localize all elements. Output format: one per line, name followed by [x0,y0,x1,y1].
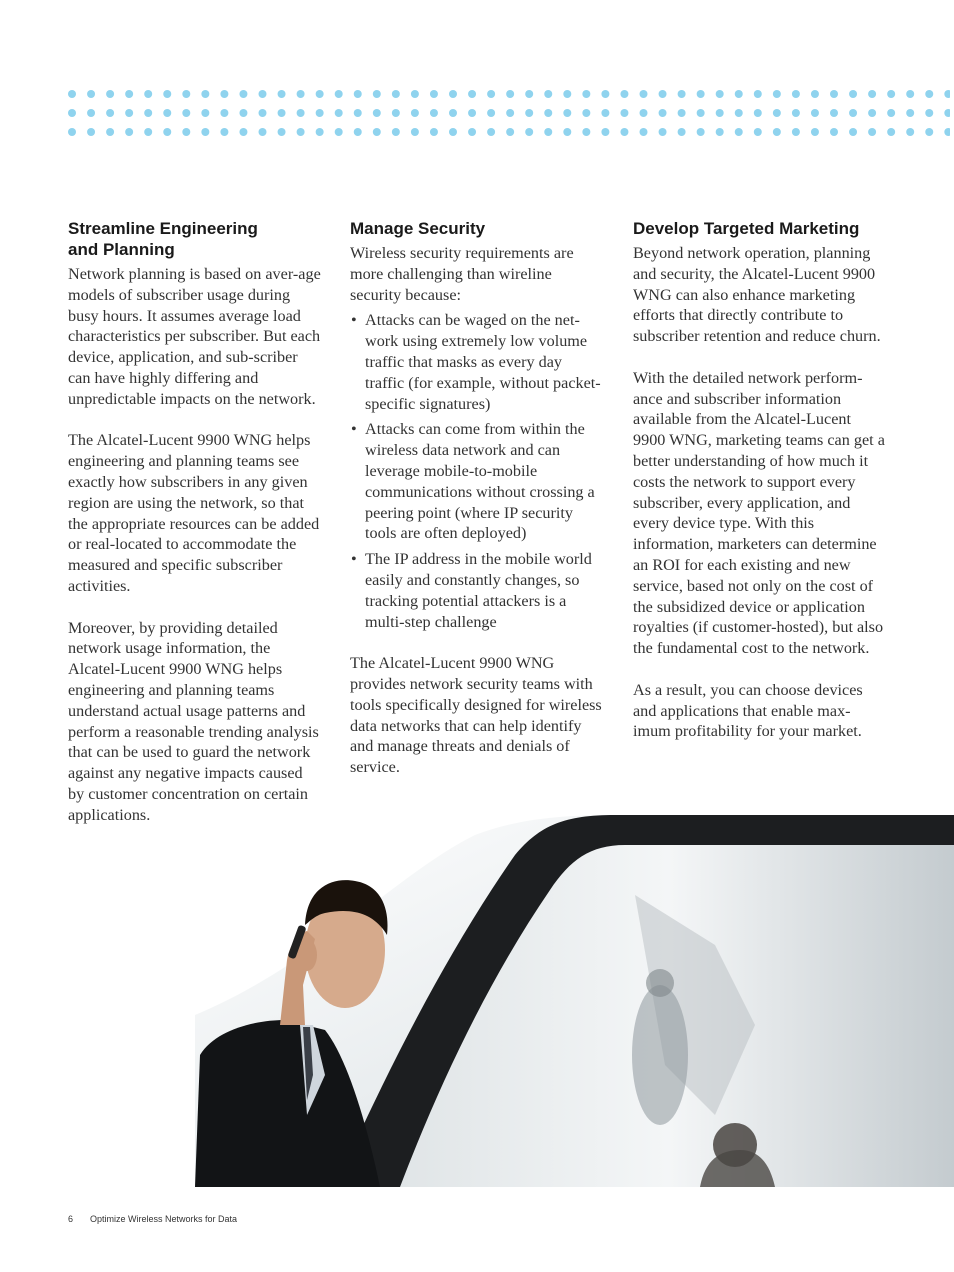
page-footer [68,1214,237,1224]
decorative-dot [601,128,609,136]
decorative-dot [354,128,362,136]
decorative-dot [544,128,552,136]
decorative-dot [163,90,171,98]
decorative-dot [640,90,648,98]
decorative-dot [925,128,933,136]
security-bullet-list [350,310,604,632]
decorative-dot [792,109,800,117]
decorative-dot [678,109,686,117]
decorative-dot [887,128,895,136]
page-number: 6 [68,1214,74,1224]
decorative-dot [754,128,762,136]
decorative-dot [582,109,590,117]
decorative-dot [468,90,476,98]
decorative-dot [906,128,914,136]
decorative-dot [239,90,247,98]
decorative-dot [944,109,950,117]
photo-businessman-escalator [195,815,954,1187]
decorative-dot [163,128,171,136]
decorative-dot [468,109,476,117]
decorative-dot [106,90,114,98]
decorative-dot [563,128,571,136]
paragraph: Network planning is based on aver-age models of subscriber usage during busy hours. It assumes average load characteristics per subscriber. But each device, application, and sub-scriber can have highly differing and unpredictable impacts on the network. [68,265,321,408]
decorative-dot [201,109,209,117]
decorative-dot [487,128,495,136]
decorative-dot [278,90,286,98]
paragraph: The Alcatel-Lucent 9900 WNG helps engineering and planning teams see exactly how subscribers in any given region are using the network, so that the appropriate resources can be added or real-located to accommodate the measured and specific subscriber activities. [68,431,320,595]
paragraph: Wireless security requirements are more challenging than wireline security because: [350,244,574,304]
decorative-dot [125,128,133,136]
decorative-dot [354,90,362,98]
decorative-dot [601,90,609,98]
decorative-dot [106,128,114,136]
decorative-dot [868,90,876,98]
decorative-dot [716,109,724,117]
decorative-dot [297,109,305,117]
decorative-dot [316,109,324,117]
decorative-dot [468,128,476,136]
decorative-dot [487,90,495,98]
decorative-dot [278,109,286,117]
decorative-dot [582,90,590,98]
decorative-dot [220,128,228,136]
decorative-dot [544,109,552,117]
decorative-dot [87,128,95,136]
decorative-dot [735,90,743,98]
heading-develop-targeted-marketing: Develop Targeted Marketing [633,219,860,238]
paragraph: The Alcatel-Lucent 9900 WNG provides network security teams with tools specifically designed for wireless data networks that can help identify and manage threats and denials of service. [350,654,602,777]
decorative-dot [525,90,533,98]
decorative-dot [182,109,190,117]
decorative-dot [735,109,743,117]
decorative-dot [87,109,95,117]
decorative-dot [792,128,800,136]
decorative-dot [373,128,381,136]
decorative-dot [944,90,950,98]
decorative-dot [430,109,438,117]
paragraph: Beyond network operation, planning and security, the Alcatel-Lucent 9900 WNG can also enhance marketing efforts that directly contribute to subscriber retention and reduce churn. [633,244,881,346]
decorative-dot [868,128,876,136]
list-item: • Attacks can come from within the wireless data network and can leverage mobile-to-mobile communications without crossing a peering point (where IP security tools are often deployed) [350,419,604,544]
decorative-dot [544,90,552,98]
decorative-dot [887,90,895,98]
decorative-dot [697,90,705,98]
column-engineering-planning [68,218,322,846]
decorative-dot [563,90,571,98]
decorative-dot [811,128,819,136]
decorative-dot [373,109,381,117]
decorative-dot [335,109,343,117]
decorative-dot [925,109,933,117]
decorative-dot [392,90,400,98]
decorative-dot [201,128,209,136]
decorative-dot [144,90,152,98]
decorative-dot [830,109,838,117]
decorative-dot [411,109,419,117]
decorative-dot [678,128,686,136]
decorative-dot [392,109,400,117]
decorative-dot [68,109,76,117]
decorative-dot [220,109,228,117]
decorative-dot [506,90,514,98]
decorative-dot [297,128,305,136]
decorative-dot [239,128,247,136]
decorative-dot [659,90,667,98]
decorative-dot [849,128,857,136]
decorative-dot [849,90,857,98]
paragraph: With the detailed network perform-ance and subscriber information available from the Alcatel-Lucent 9900 WNG, marketing teams can get a better understanding of how much it costs the network to support every subscriber, every application, and every device type. With this information, marketers can determine an ROI for each existing and new service, based not only on the cost of the subsidized device or application royalties (if customer-hosted), but also the fundamental cost to the network. [633,368,885,658]
decorative-dot [430,128,438,136]
heading-streamline-engineering: Streamline Engineering and Planning [68,219,258,259]
decorative-dot [487,109,495,117]
decorative-dot [449,128,457,136]
decorative-dot [640,128,648,136]
decorative-dot [944,128,950,136]
decorative-dot [278,128,286,136]
decorative-dot-pattern [66,88,950,138]
decorative-dot [335,90,343,98]
decorative-dot [259,128,267,136]
decorative-dot [220,90,228,98]
decorative-dot [68,90,76,98]
decorative-dot [754,90,762,98]
decorative-dot [316,128,324,136]
decorative-dot [620,109,628,117]
decorative-dot [811,109,819,117]
decorative-dot [259,109,267,117]
decorative-dot [811,90,819,98]
list-item: • Attacks can be waged on the net-work using extremely low volume traffic that masks as every day traffic (for example, without packet-specific signatures) [350,310,604,414]
decorative-dot [449,90,457,98]
decorative-dot [106,109,114,117]
decorative-dot [182,90,190,98]
decorative-dot [373,90,381,98]
decorative-dot [678,90,686,98]
decorative-dot [392,128,400,136]
decorative-dot [87,90,95,98]
decorative-dot [201,90,209,98]
decorative-dot [716,128,724,136]
decorative-dot [411,90,419,98]
decorative-dot [620,128,628,136]
decorative-dot [773,90,781,98]
decorative-dot [716,90,724,98]
decorative-dot [525,109,533,117]
document-title: Optimize Wireless Networks for Data [90,1214,238,1224]
decorative-dot [640,109,648,117]
decorative-dot [601,109,609,117]
decorative-dot [849,109,857,117]
decorative-dot [297,90,305,98]
list-item: • The IP address in the mobile world easily and constantly changes, so tracking potential attackers is a multi-step challenge [350,549,604,632]
decorative-dot [144,109,152,117]
decorative-dot [506,128,514,136]
heading-manage-security: Manage Security [350,219,486,238]
decorative-dot [697,128,705,136]
decorative-dot [430,90,438,98]
decorative-dot [411,128,419,136]
decorative-dot [182,128,190,136]
decorative-dot [239,109,247,117]
decorative-dot [887,109,895,117]
decorative-dot [792,90,800,98]
decorative-dot [697,109,705,117]
column-targeted-marketing [633,218,887,763]
decorative-dot [773,109,781,117]
decorative-dot [335,128,343,136]
decorative-dot [754,109,762,117]
decorative-dot [163,109,171,117]
decorative-dot [506,109,514,117]
paragraph: As a result, you can choose devices and applications that enable max-imum profitability for your market. [633,680,863,741]
decorative-dot [259,90,267,98]
decorative-dot [144,128,152,136]
decorative-dot [659,128,667,136]
decorative-dot [620,90,628,98]
decorative-dot [563,109,571,117]
decorative-dot [830,128,838,136]
decorative-dot [354,109,362,117]
paragraph: Moreover, by providing detailed network usage information, the Alcatel-Lucent 9900 WNG helps engineering and planning teams understand actual usage patterns and perform a reasonable trending analysis that can be used to guard the network against any negative impacts caused by customer concentration on certain applications. [68,618,319,824]
decorative-dot [925,90,933,98]
decorative-dot [906,109,914,117]
decorative-dot [449,109,457,117]
decorative-dot [316,90,324,98]
decorative-dot [906,90,914,98]
decorative-dot [125,90,133,98]
decorative-dot [735,128,743,136]
decorative-dot [125,109,133,117]
decorative-dot [659,109,667,117]
decorative-dot [582,128,590,136]
decorative-dot [773,128,781,136]
decorative-dot [68,128,76,136]
decorative-dot [868,109,876,117]
decorative-dot [525,128,533,136]
column-manage-security [350,218,604,799]
decorative-dot [830,90,838,98]
